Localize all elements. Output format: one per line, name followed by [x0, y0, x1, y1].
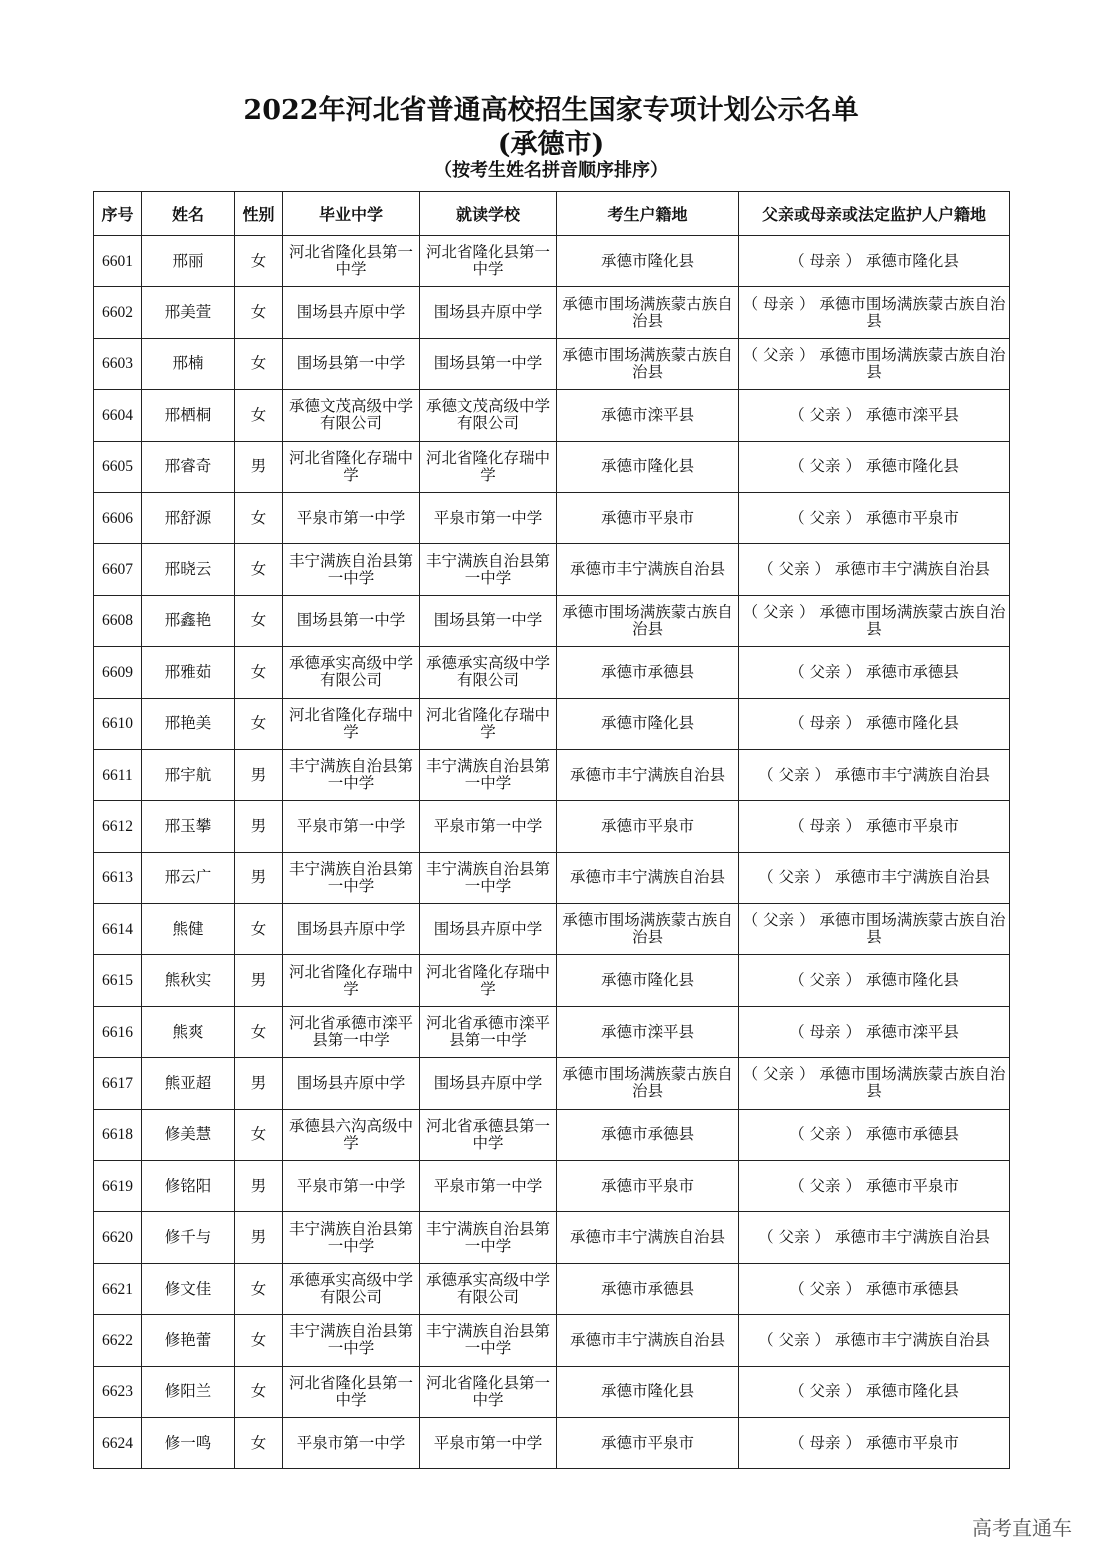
- cell-household-registration: 承德市承德县: [557, 1263, 739, 1314]
- cell-name: 邢云广: [142, 852, 235, 903]
- cell-current-school: 河北省隆化县第一中学: [420, 1366, 557, 1417]
- cell-household-registration: 承德市围场满族蒙古族自治县: [557, 904, 739, 955]
- cell-gender: 男: [235, 955, 283, 1006]
- table-row: [94, 1212, 1010, 1263]
- cell-serial: 6610: [94, 698, 142, 749]
- cell-serial: 6618: [94, 1109, 142, 1160]
- cell-gender: 女: [235, 1315, 283, 1366]
- cell-current-school: 承德文茂高级中学有限公司: [420, 390, 557, 441]
- cell-graduated-school: 承德承实高级中学有限公司: [283, 647, 420, 698]
- cell-guardian-registration: （ 父亲 ） 承德市隆化县: [739, 441, 1010, 492]
- cell-gender: 女: [235, 1366, 283, 1417]
- cell-guardian-registration: （ 母亲 ） 承德市平泉市: [739, 801, 1010, 852]
- cell-guardian-registration: （ 父亲 ） 承德市丰宁满族自治县: [739, 544, 1010, 595]
- cell-household-registration: 承德市隆化县: [557, 955, 739, 1006]
- table-body: [94, 236, 1010, 1469]
- cell-guardian-registration: （ 母亲 ） 承德市滦平县: [739, 1006, 1010, 1057]
- cell-graduated-school: 丰宁满族自治县第一中学: [283, 1212, 420, 1263]
- cell-name: 邢舒源: [142, 492, 235, 543]
- cell-name: 熊爽: [142, 1006, 235, 1057]
- cell-gender: 男: [235, 1058, 283, 1109]
- cell-serial: 6624: [94, 1417, 142, 1468]
- sort-note: （按考生姓名拼音顺序排序）: [434, 160, 668, 181]
- cell-current-school: 平泉市第一中学: [420, 801, 557, 852]
- cell-current-school: 承德承实高级中学有限公司: [420, 647, 557, 698]
- cell-guardian-registration: （ 父亲 ） 承德市围场满族蒙古族自治县: [739, 904, 1010, 955]
- table-row: [94, 338, 1010, 389]
- table-row: [94, 1263, 1010, 1314]
- cell-guardian-registration: （ 父亲 ） 承德市丰宁满族自治县: [739, 1212, 1010, 1263]
- header-serial: 序号: [94, 192, 142, 236]
- cell-name: 熊秋实: [142, 955, 235, 1006]
- cell-household-registration: 承德市丰宁满族自治县: [557, 544, 739, 595]
- cell-name: 修一鸣: [142, 1417, 235, 1468]
- header-guardian-registration: 父亲或母亲或法定监护人户籍地: [739, 192, 1010, 236]
- cell-name: 修阳兰: [142, 1366, 235, 1417]
- cell-gender: 女: [235, 287, 283, 338]
- cell-current-school: 河北省隆化存瑞中学: [420, 441, 557, 492]
- cell-current-school: 平泉市第一中学: [420, 492, 557, 543]
- cell-graduated-school: 围场县卉原中学: [283, 287, 420, 338]
- table-row: [94, 852, 1010, 903]
- cell-gender: 女: [235, 338, 283, 389]
- cell-guardian-registration: （ 父亲 ） 承德市平泉市: [739, 1161, 1010, 1212]
- table-row: [94, 236, 1010, 287]
- table-row: [94, 595, 1010, 646]
- cell-gender: 男: [235, 441, 283, 492]
- cell-guardian-registration: （ 父亲 ） 承德市滦平县: [739, 390, 1010, 441]
- cell-guardian-registration: （ 父亲 ） 承德市承德县: [739, 1263, 1010, 1314]
- cell-name: 邢楠: [142, 338, 235, 389]
- table-row: [94, 390, 1010, 441]
- cell-name: 邢艳美: [142, 698, 235, 749]
- cell-current-school: 河北省隆化存瑞中学: [420, 955, 557, 1006]
- cell-serial: 6609: [94, 647, 142, 698]
- cell-name: 熊健: [142, 904, 235, 955]
- cell-current-school: 丰宁满族自治县第一中学: [420, 1315, 557, 1366]
- cell-household-registration: 承德市围场满族蒙古族自治县: [557, 595, 739, 646]
- cell-graduated-school: 承德文茂高级中学有限公司: [283, 390, 420, 441]
- cell-graduated-school: 河北省隆化存瑞中学: [283, 441, 420, 492]
- cell-graduated-school: 承德承实高级中学有限公司: [283, 1263, 420, 1314]
- cell-serial: 6619: [94, 1161, 142, 1212]
- cell-current-school: 承德承实高级中学有限公司: [420, 1263, 557, 1314]
- cell-serial: 6620: [94, 1212, 142, 1263]
- roster-table: [93, 191, 1010, 1469]
- header-household-registration: 考生户籍地: [557, 192, 739, 236]
- cell-current-school: 围场县卉原中学: [420, 1058, 557, 1109]
- cell-graduated-school: 河北省隆化存瑞中学: [283, 955, 420, 1006]
- cell-current-school: 平泉市第一中学: [420, 1417, 557, 1468]
- cell-gender: 男: [235, 1212, 283, 1263]
- cell-serial: 6615: [94, 955, 142, 1006]
- cell-current-school: 河北省承德市滦平县第一中学: [420, 1006, 557, 1057]
- cell-household-registration: 承德市隆化县: [557, 698, 739, 749]
- cell-guardian-registration: （ 父亲 ） 承德市丰宁满族自治县: [739, 852, 1010, 903]
- cell-graduated-school: 河北省承德市滦平县第一中学: [283, 1006, 420, 1057]
- cell-gender: 女: [235, 492, 283, 543]
- cell-gender: 女: [235, 236, 283, 287]
- cell-current-school: 围场县卉原中学: [420, 287, 557, 338]
- cell-gender: 女: [235, 1109, 283, 1160]
- cell-name: 修铭阳: [142, 1161, 235, 1212]
- table-row: [94, 1109, 1010, 1160]
- cell-gender: 女: [235, 390, 283, 441]
- cell-household-registration: 承德市围场满族蒙古族自治县: [557, 1058, 739, 1109]
- cell-current-school: 河北省隆化县第一中学: [420, 236, 557, 287]
- cell-graduated-school: 平泉市第一中学: [283, 1417, 420, 1468]
- cell-serial: 6603: [94, 338, 142, 389]
- cell-serial: 6606: [94, 492, 142, 543]
- table-row: [94, 287, 1010, 338]
- cell-serial: 6613: [94, 852, 142, 903]
- cell-graduated-school: 河北省隆化县第一中学: [283, 236, 420, 287]
- cell-household-registration: 承德市隆化县: [557, 441, 739, 492]
- cell-graduated-school: 平泉市第一中学: [283, 492, 420, 543]
- cell-current-school: 丰宁满族自治县第一中学: [420, 544, 557, 595]
- cell-graduated-school: 承德县六沟高级中学: [283, 1109, 420, 1160]
- cell-household-registration: 承德市隆化县: [557, 236, 739, 287]
- cell-graduated-school: 丰宁满族自治县第一中学: [283, 1315, 420, 1366]
- cell-name: 邢宇航: [142, 749, 235, 800]
- cell-name: 邢玉攀: [142, 801, 235, 852]
- cell-graduated-school: 丰宁满族自治县第一中学: [283, 544, 420, 595]
- cell-current-school: 河北省隆化存瑞中学: [420, 698, 557, 749]
- cell-serial: 6607: [94, 544, 142, 595]
- header-name: 姓名: [142, 192, 235, 236]
- header-current-school: 就读学校: [420, 192, 557, 236]
- cell-serial: 6605: [94, 441, 142, 492]
- table-row: [94, 647, 1010, 698]
- cell-guardian-registration: （ 父亲 ） 承德市承德县: [739, 647, 1010, 698]
- header-gender: 性别: [235, 192, 283, 236]
- cell-household-registration: 承德市平泉市: [557, 1417, 739, 1468]
- cell-guardian-registration: （ 父亲 ） 承德市围场满族蒙古族自治县: [739, 338, 1010, 389]
- cell-gender: 女: [235, 1006, 283, 1057]
- cell-graduated-school: 围场县第一中学: [283, 595, 420, 646]
- cell-gender: 男: [235, 801, 283, 852]
- cell-guardian-registration: （ 父亲 ） 承德市平泉市: [739, 492, 1010, 543]
- cell-guardian-registration: （ 父亲 ） 承德市承德县: [739, 1109, 1010, 1160]
- cell-current-school: 丰宁满族自治县第一中学: [420, 852, 557, 903]
- cell-serial: 6608: [94, 595, 142, 646]
- cell-serial: 6601: [94, 236, 142, 287]
- cell-graduated-school: 河北省隆化县第一中学: [283, 1366, 420, 1417]
- table-row: [94, 801, 1010, 852]
- cell-name: 修千与: [142, 1212, 235, 1263]
- cell-serial: 6622: [94, 1315, 142, 1366]
- cell-household-registration: 承德市围场满族蒙古族自治县: [557, 338, 739, 389]
- table-row: [94, 1006, 1010, 1057]
- cell-gender: 女: [235, 904, 283, 955]
- cell-gender: 女: [235, 647, 283, 698]
- cell-name: 邢晓云: [142, 544, 235, 595]
- cell-serial: 6617: [94, 1058, 142, 1109]
- table-row: [94, 904, 1010, 955]
- cell-guardian-registration: （ 父亲 ） 承德市围场满族蒙古族自治县: [739, 1058, 1010, 1109]
- cell-household-registration: 承德市丰宁满族自治县: [557, 1315, 739, 1366]
- table-row: [94, 492, 1010, 543]
- cell-household-registration: 承德市平泉市: [557, 492, 739, 543]
- cell-gender: 男: [235, 1161, 283, 1212]
- cell-name: 修艳蕾: [142, 1315, 235, 1366]
- table-row: [94, 544, 1010, 595]
- cell-household-registration: 承德市丰宁满族自治县: [557, 749, 739, 800]
- cell-name: 熊亚超: [142, 1058, 235, 1109]
- cell-serial: 6602: [94, 287, 142, 338]
- cell-household-registration: 承德市围场满族蒙古族自治县: [557, 287, 739, 338]
- cell-current-school: 河北省承德县第一中学: [420, 1109, 557, 1160]
- cell-serial: 6623: [94, 1366, 142, 1417]
- table-row: [94, 955, 1010, 1006]
- cell-guardian-registration: （ 母亲 ） 承德市平泉市: [739, 1417, 1010, 1468]
- cell-guardian-registration: （ 母亲 ） 承德市隆化县: [739, 236, 1010, 287]
- cell-gender: 女: [235, 698, 283, 749]
- cell-gender: 男: [235, 749, 283, 800]
- cell-gender: 女: [235, 544, 283, 595]
- cell-graduated-school: 丰宁满族自治县第一中学: [283, 749, 420, 800]
- cell-gender: 女: [235, 1417, 283, 1468]
- cell-guardian-registration: （ 父亲 ） 承德市丰宁满族自治县: [739, 1315, 1010, 1366]
- cell-serial: 6614: [94, 904, 142, 955]
- cell-serial: 6611: [94, 749, 142, 800]
- cell-name: 修文佳: [142, 1263, 235, 1314]
- table-row: [94, 749, 1010, 800]
- cell-guardian-registration: （ 父亲 ） 承德市隆化县: [739, 955, 1010, 1006]
- cell-current-school: 平泉市第一中学: [420, 1161, 557, 1212]
- cell-serial: 6616: [94, 1006, 142, 1057]
- cell-graduated-school: 平泉市第一中学: [283, 1161, 420, 1212]
- table-row: [94, 1315, 1010, 1366]
- cell-current-school: 围场县卉原中学: [420, 904, 557, 955]
- cell-guardian-registration: （ 父亲 ） 承德市隆化县: [739, 1366, 1010, 1417]
- cell-name: 邢美萱: [142, 287, 235, 338]
- cell-serial: 6604: [94, 390, 142, 441]
- table-row: [94, 1366, 1010, 1417]
- cell-serial: 6621: [94, 1263, 142, 1314]
- cell-gender: 男: [235, 852, 283, 903]
- header-graduated-school: 毕业中学: [283, 192, 420, 236]
- cell-serial: 6612: [94, 801, 142, 852]
- cell-current-school: 围场县第一中学: [420, 595, 557, 646]
- cell-graduated-school: 围场县卉原中学: [283, 1058, 420, 1109]
- cell-guardian-registration: （ 母亲 ） 承德市隆化县: [739, 698, 1010, 749]
- cell-guardian-registration: （ 母亲 ） 承德市围场满族蒙古族自治县: [739, 287, 1010, 338]
- cell-household-registration: 承德市平泉市: [557, 801, 739, 852]
- table-row: [94, 441, 1010, 492]
- document-title: 2022年河北省普通高校招生国家专项计划公示名单: [243, 95, 859, 126]
- cell-name: 邢栖桐: [142, 390, 235, 441]
- table-row: [94, 1417, 1010, 1468]
- cell-household-registration: 承德市滦平县: [557, 1006, 739, 1057]
- watermark: 高考直通车: [972, 1516, 1072, 1540]
- cell-name: 邢鑫艳: [142, 595, 235, 646]
- cell-graduated-school: 河北省隆化存瑞中学: [283, 698, 420, 749]
- document-subtitle: (承德市): [497, 129, 605, 160]
- cell-gender: 女: [235, 1263, 283, 1314]
- cell-name: 邢睿奇: [142, 441, 235, 492]
- cell-current-school: 丰宁满族自治县第一中学: [420, 749, 557, 800]
- cell-name: 邢丽: [142, 236, 235, 287]
- cell-name: 邢雅茹: [142, 647, 235, 698]
- cell-household-registration: 承德市丰宁满族自治县: [557, 1212, 739, 1263]
- cell-guardian-registration: （ 父亲 ） 承德市丰宁满族自治县: [739, 749, 1010, 800]
- table-row: [94, 1058, 1010, 1109]
- cell-gender: 女: [235, 595, 283, 646]
- cell-guardian-registration: （ 父亲 ） 承德市围场满族蒙古族自治县: [739, 595, 1010, 646]
- cell-current-school: 丰宁满族自治县第一中学: [420, 1212, 557, 1263]
- cell-household-registration: 承德市隆化县: [557, 1366, 739, 1417]
- table-header-row: [94, 192, 1010, 236]
- table-row: [94, 698, 1010, 749]
- cell-household-registration: 承德市滦平县: [557, 390, 739, 441]
- cell-household-registration: 承德市承德县: [557, 647, 739, 698]
- cell-graduated-school: 丰宁满族自治县第一中学: [283, 852, 420, 903]
- table-row: [94, 1161, 1010, 1212]
- cell-graduated-school: 围场县卉原中学: [283, 904, 420, 955]
- cell-household-registration: 承德市丰宁满族自治县: [557, 852, 739, 903]
- cell-current-school: 围场县第一中学: [420, 338, 557, 389]
- cell-household-registration: 承德市承德县: [557, 1109, 739, 1160]
- cell-household-registration: 承德市平泉市: [557, 1161, 739, 1212]
- cell-name: 修美慧: [142, 1109, 235, 1160]
- cell-graduated-school: 围场县第一中学: [283, 338, 420, 389]
- cell-graduated-school: 平泉市第一中学: [283, 801, 420, 852]
